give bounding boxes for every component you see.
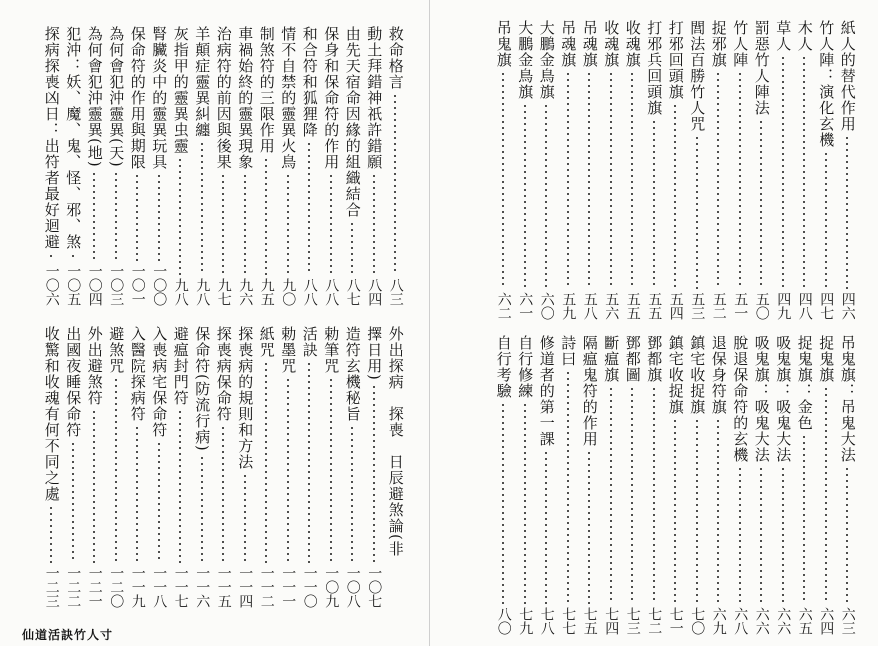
dot-leader xyxy=(308,141,310,275)
toc-page-number: 五五 xyxy=(646,292,663,320)
toc-entry-title: 為何會犯沖靈異(地) xyxy=(85,26,104,168)
toc-page-number: 七一 xyxy=(667,607,684,635)
dot-leader xyxy=(739,71,741,289)
toc-entry xyxy=(299,326,321,608)
dot-leader xyxy=(696,135,698,289)
toc-page-number: 七二 xyxy=(646,607,663,635)
toc-entry xyxy=(41,326,63,608)
toc-entry-title: 救命格言 xyxy=(386,26,405,90)
toc-page-number: 一〇三 xyxy=(108,264,125,306)
toc-entry xyxy=(557,20,579,320)
toc-block-right-top xyxy=(456,20,858,320)
toc-entry-title: 勅筆咒 xyxy=(322,326,341,374)
toc-entry xyxy=(643,20,665,320)
toc-page-number: 四六 xyxy=(839,292,856,320)
toc-entry xyxy=(729,20,751,320)
toc-entry-title: 活訣 xyxy=(300,326,319,358)
toc-entry-title: 外出避煞符 xyxy=(85,326,104,406)
toc-entry xyxy=(536,335,558,635)
toc-entry-title: 擇日用) xyxy=(365,326,384,381)
toc-page-number: 四九 xyxy=(775,292,792,320)
dot-leader xyxy=(674,418,676,604)
toc-entry-title: 吸鬼旗：吸鬼大法 xyxy=(774,335,793,463)
toc-page-number: 一〇一 xyxy=(129,264,146,306)
toc-entry xyxy=(256,326,278,608)
toc-entry-title: 紙人的替代作用 xyxy=(838,20,857,132)
dot-leader xyxy=(760,466,762,604)
toc-entry-title: 吊魂旗 xyxy=(559,20,578,68)
dot-leader xyxy=(524,402,526,604)
toc-entry-title: 灰指甲的靈異虫靈 xyxy=(171,26,190,154)
toc-entry-title: 木人 xyxy=(795,20,814,52)
toc-page-number: 一〇〇 xyxy=(151,264,168,306)
toc-page-number: 五〇 xyxy=(753,292,770,320)
dot-leader xyxy=(136,425,138,563)
dot-leader xyxy=(545,103,547,289)
toc-entry xyxy=(643,335,665,635)
toc-entry xyxy=(234,326,256,608)
toc-entry-title: 大鵬金鳥旗 xyxy=(516,20,535,100)
dot-leader xyxy=(782,466,784,604)
toc-entry-title: 閭法百勝竹人咒 xyxy=(688,20,707,132)
dot-leader xyxy=(179,157,181,275)
toc-page-number: 五八 xyxy=(581,292,598,320)
toc-entry xyxy=(170,26,192,306)
toc-page-number: 七七 xyxy=(560,607,577,635)
toc-block-left-bottom xyxy=(14,326,406,608)
toc-entry-title: 鄧都圖 xyxy=(623,335,642,383)
dot-leader xyxy=(502,71,504,289)
toc-page-number: 一〇八 xyxy=(344,566,361,608)
toc-page-number: 六四 xyxy=(818,607,835,635)
dot-leader xyxy=(136,173,138,261)
toc-page-number: 一一七 xyxy=(172,566,189,608)
toc-entry xyxy=(127,26,149,306)
dot-leader xyxy=(674,103,676,289)
dot-leader xyxy=(222,425,224,563)
toc-entry-title: 竹人陣 xyxy=(731,20,750,68)
dot-leader xyxy=(201,141,203,275)
toc-entry-title: 造符玄機秘旨 xyxy=(343,326,362,422)
toc-entry-title: 捉鬼旗：金色 xyxy=(795,335,814,431)
toc-page-number: 六〇 xyxy=(538,292,555,320)
dot-leader xyxy=(545,450,547,604)
dot-leader xyxy=(717,418,719,604)
left-page xyxy=(0,0,429,646)
toc-entry-title: 收魂旗 xyxy=(623,20,642,68)
toc-entry xyxy=(772,20,794,320)
toc-entry-title: 探病探喪凶日：出符者最好迴避 xyxy=(42,26,61,250)
toc-entry-title: 保命符的作用與期限 xyxy=(128,26,147,170)
toc-page-number: 一二〇 xyxy=(108,566,125,608)
toc-page-number: 一二一 xyxy=(86,566,103,608)
dot-leader xyxy=(610,71,612,289)
toc-entry xyxy=(514,20,536,320)
toc-entry-title: 保身和保命符的作用 xyxy=(322,26,341,170)
toc-page-number: 七〇 xyxy=(689,607,706,635)
dot-leader xyxy=(739,466,741,604)
toc-entry xyxy=(557,335,579,635)
dot-leader xyxy=(158,441,160,563)
toc-page-number: 八三 xyxy=(387,278,404,306)
toc-page-number: 八〇 xyxy=(495,607,512,635)
toc-entry xyxy=(277,326,299,608)
toc-entry xyxy=(342,326,364,608)
dot-leader xyxy=(373,384,375,563)
toc-entry xyxy=(708,20,730,320)
toc-entry xyxy=(794,335,816,635)
dot-leader xyxy=(330,377,332,563)
toc-entry xyxy=(665,20,687,320)
toc-page-number: 一一九 xyxy=(129,566,146,608)
toc-entry-title: 治病符的前因與後果 xyxy=(214,26,233,170)
dot-leader xyxy=(265,157,267,275)
dot-leader xyxy=(803,434,805,604)
toc-page-number: 一一六 xyxy=(194,566,211,608)
toc-entry xyxy=(837,335,859,635)
toc-entry xyxy=(84,26,106,306)
toc-page-number: 九六 xyxy=(237,278,254,306)
toc-entry xyxy=(213,26,235,306)
dot-leader xyxy=(394,93,396,275)
toc-entry-title: 探喪病的規則和方法 xyxy=(236,326,255,470)
toc-page-number: 九七 xyxy=(215,278,232,306)
toc-entry xyxy=(62,326,84,608)
dot-leader xyxy=(50,253,52,261)
toc-entry-title: 罰惡竹人陣法 xyxy=(752,20,771,116)
dot-leader xyxy=(287,377,289,563)
toc-entry xyxy=(170,326,192,608)
toc-entry xyxy=(342,26,364,306)
toc-entry-title: 入喪病宅保命符 xyxy=(150,326,169,438)
toc-page-number: 六五 xyxy=(796,607,813,635)
toc-page-number: 四七 xyxy=(818,292,835,320)
toc-page-number: 七五 xyxy=(581,607,598,635)
dot-leader xyxy=(265,361,267,563)
toc-page-number: 七三 xyxy=(624,607,641,635)
toc-page-number: 一一〇 xyxy=(301,566,318,608)
toc-entry xyxy=(837,20,859,320)
toc-entry-title: 隔瘟鬼符的作用 xyxy=(580,335,599,447)
toc-entry xyxy=(385,26,407,306)
toc-entry xyxy=(191,326,213,608)
toc-page-number: 五二 xyxy=(710,292,727,320)
toc-entry xyxy=(320,326,342,608)
toc-page-number: 一一一 xyxy=(280,566,297,608)
toc-entry xyxy=(256,26,278,306)
dot-leader xyxy=(846,135,848,289)
toc-page-number: 七四 xyxy=(603,607,620,635)
dot-leader xyxy=(588,450,590,604)
dot-leader xyxy=(287,173,289,275)
toc-entry-title: 捉鬼旗 xyxy=(817,335,836,383)
toc-page-number: 八四 xyxy=(366,278,383,306)
toc-entry-title: 車禍始終的靈異現象 xyxy=(236,26,255,170)
toc-entry-title: 保命符(防流行病) xyxy=(193,326,212,452)
toc-block-right-bottom xyxy=(456,335,858,635)
toc-page-number: 四八 xyxy=(796,292,813,320)
dot-leader xyxy=(588,71,590,289)
toc-entry xyxy=(385,326,407,608)
toc-entry-title: 收驚和收魂有何不同之處 xyxy=(42,326,61,502)
dot-leader xyxy=(72,441,74,563)
toc-page-number: 一一二 xyxy=(258,566,275,608)
toc-page-number: 五九 xyxy=(560,292,577,320)
toc-page-number: 六六 xyxy=(753,607,770,635)
toc-entry-title: 制煞符的三限作用 xyxy=(257,26,276,154)
toc-entry xyxy=(105,26,127,306)
toc-block-left-top xyxy=(14,26,406,306)
toc-page-number: 一〇五 xyxy=(65,264,82,306)
toc-entry-title: 修道者的第一課 xyxy=(537,335,556,447)
dot-leader xyxy=(351,425,353,563)
toc-page-number: 九五 xyxy=(258,278,275,306)
toc-page-number: 八八 xyxy=(301,278,318,306)
dot-leader xyxy=(803,55,805,289)
toc-entry xyxy=(729,335,751,635)
toc-entry xyxy=(299,26,321,306)
toc-page-number: 五三 xyxy=(689,292,706,320)
toc-page-number: 六八 xyxy=(732,607,749,635)
toc-entry-title: 脫退保命符的玄機 xyxy=(731,335,750,463)
toc-entry-title: 打邪兵回頭旗 xyxy=(645,20,664,116)
toc-page-number: 六三 xyxy=(839,607,856,635)
toc-page-number: 七九 xyxy=(517,607,534,635)
toc-page-number: 一一五 xyxy=(215,566,232,608)
toc-entry xyxy=(148,326,170,608)
dot-leader xyxy=(244,473,246,563)
dot-leader xyxy=(330,173,332,275)
toc-entry-title: 捉邪旗 xyxy=(709,20,728,68)
toc-entry xyxy=(579,20,601,320)
dot-leader xyxy=(72,253,74,261)
toc-entry xyxy=(751,335,773,635)
toc-page-number: 七八 xyxy=(538,607,555,635)
toc-entry-title: 收魂旗 xyxy=(602,20,621,68)
toc-entry xyxy=(622,335,644,635)
toc-entry xyxy=(320,26,342,306)
footer-book-title: 仙道活訣竹人寸 xyxy=(22,628,114,642)
toc-page-number: 一一八 xyxy=(151,566,168,608)
toc-entry xyxy=(363,26,385,306)
toc-entry xyxy=(493,20,515,320)
toc-entry-title: 吊鬼旗 xyxy=(494,20,513,68)
toc-entry xyxy=(514,335,536,635)
toc-entry-title: 情不自禁的靈異火鳥 xyxy=(279,26,298,170)
toc-entry-title: 出國夜睡保命符 xyxy=(64,326,83,438)
toc-entry xyxy=(41,26,63,306)
dot-leader xyxy=(631,386,633,604)
toc-entry xyxy=(665,335,687,635)
toc-entry-title: 和合符和狐狸降 xyxy=(300,26,319,138)
toc-entry-title: 斷瘟旗 xyxy=(602,335,621,383)
dot-leader xyxy=(244,173,246,275)
toc-entry xyxy=(686,20,708,320)
toc-entry xyxy=(234,26,256,306)
toc-entry xyxy=(686,335,708,635)
toc-page-number: 八七 xyxy=(344,278,361,306)
dot-leader xyxy=(502,402,504,604)
toc-entry xyxy=(277,26,299,306)
toc-entry xyxy=(622,20,644,320)
toc-page-number: 六六 xyxy=(775,607,792,635)
dot-leader xyxy=(760,119,762,289)
toc-page-number: 一〇六 xyxy=(43,264,60,306)
dot-leader xyxy=(201,455,203,563)
toc-entry-title: 吊魂旗 xyxy=(580,20,599,68)
toc-page-number: 一〇四 xyxy=(86,264,103,306)
dot-leader xyxy=(158,173,160,261)
toc-page-number: 六九 xyxy=(710,607,727,635)
dot-leader xyxy=(50,505,52,563)
toc-entry-title: 鎮宅收捉旗 xyxy=(666,335,685,415)
toc-entry-title: 勅墨咒 xyxy=(279,326,298,374)
toc-page-number: 五五 xyxy=(624,292,641,320)
toc-entry xyxy=(536,20,558,320)
toc-entry xyxy=(191,26,213,306)
toc-entry-title: 吸鬼旗：吸鬼大法 xyxy=(752,335,771,463)
toc-entry-title: 退保身符旗 xyxy=(709,335,728,415)
dot-leader xyxy=(222,173,224,275)
toc-entry-title: 由先天宿命因緣的組織結合 xyxy=(343,26,362,218)
toc-entry-title: 大鵬金鳥旗 xyxy=(537,20,556,100)
dot-leader xyxy=(782,55,784,289)
toc-entry-title: 外出探病 探喪 日辰避煞論(非 xyxy=(386,326,405,557)
toc-entry-title: 吊鬼旗：吊鬼大法 xyxy=(838,335,857,463)
dot-leader xyxy=(308,361,310,563)
toc-entry xyxy=(84,326,106,608)
toc-entry-title: 探喪病保命符 xyxy=(214,326,233,422)
dot-leader xyxy=(567,71,569,289)
toc-entry-title: 草人 xyxy=(774,20,793,52)
dot-leader xyxy=(115,377,117,563)
dot-leader xyxy=(567,370,569,604)
dot-leader xyxy=(524,103,526,289)
toc-entry xyxy=(751,20,773,320)
toc-page-number: 一二二 xyxy=(65,566,82,608)
dot-leader xyxy=(696,418,698,604)
toc-page-number: 九〇 xyxy=(280,278,297,306)
toc-entry xyxy=(148,26,170,306)
toc-entry-title: 腎臟炎中的靈異玩具 xyxy=(150,26,169,170)
toc-page-number: 一〇九 xyxy=(323,566,340,608)
toc-entry-title: 羊顛症靈異糾纏 xyxy=(193,26,212,138)
toc-entry xyxy=(213,326,235,608)
dot-leader xyxy=(351,221,353,275)
toc-entry-title: 自行考驗 xyxy=(494,335,513,399)
right-page xyxy=(430,0,878,646)
toc-entry-title: 自行修練 xyxy=(516,335,535,399)
toc-page-number: 六一 xyxy=(517,292,534,320)
toc-page-number: 五一 xyxy=(732,292,749,320)
toc-page-number: 一一四 xyxy=(237,566,254,608)
dot-leader xyxy=(93,409,95,563)
toc-page-number: 一〇七 xyxy=(366,566,383,608)
toc-entry xyxy=(794,20,816,320)
dot-leader xyxy=(717,71,719,289)
toc-entry xyxy=(708,335,730,635)
toc-entry xyxy=(493,335,515,635)
dot-leader xyxy=(653,119,655,289)
dot-leader xyxy=(846,466,848,604)
toc-entry-title: 入醫院探病符 xyxy=(128,326,147,422)
dot-leader xyxy=(93,171,95,261)
dot-leader xyxy=(610,386,612,604)
toc-page-number: 一二三 xyxy=(43,566,60,608)
dot-leader xyxy=(631,71,633,289)
toc-page-number: 九八 xyxy=(194,278,211,306)
toc-entry xyxy=(62,26,84,306)
dot-leader xyxy=(825,386,827,604)
toc-entry-title: 動土拜錯神祇許錯願 xyxy=(365,26,384,170)
toc-entry-title: 鎮宅收捉旗 xyxy=(688,335,707,415)
toc-entry-title: 為何會犯沖靈異(天) xyxy=(107,26,126,168)
dot-leader xyxy=(115,171,117,261)
dot-leader xyxy=(179,409,181,563)
toc-entry-title: 鄧都旗 xyxy=(645,335,664,383)
toc-entry xyxy=(600,335,622,635)
toc-entry-title: 避瘟封門符 xyxy=(171,326,190,406)
dot-leader xyxy=(825,151,827,289)
toc-page-number: 五四 xyxy=(667,292,684,320)
dot-leader xyxy=(653,386,655,604)
toc-entry xyxy=(815,20,837,320)
dot-leader xyxy=(373,173,375,275)
toc-entry xyxy=(600,20,622,320)
toc-entry-title: 紙咒 xyxy=(257,326,276,358)
toc-entry-title: 打邪回頭旗 xyxy=(666,20,685,100)
toc-entry xyxy=(815,335,837,635)
toc-entry-title: 竹人陣：演化玄機 xyxy=(817,20,836,148)
toc-page-number: 九八 xyxy=(172,278,189,306)
toc-entry xyxy=(363,326,385,608)
toc-entry-title: 避煞咒 xyxy=(107,326,126,374)
toc-page-number: 八八 xyxy=(323,278,340,306)
toc-entry xyxy=(105,326,127,608)
toc-entry xyxy=(772,335,794,635)
toc-entry xyxy=(127,326,149,608)
toc-page-number: 六二 xyxy=(495,292,512,320)
toc-entry-title: 犯沖：妖、魔、鬼、怪、邪、煞 xyxy=(64,26,83,250)
toc-entry-title: 詩曰 xyxy=(559,335,578,367)
toc-page-number: 五六 xyxy=(603,292,620,320)
toc-entry xyxy=(579,335,601,635)
